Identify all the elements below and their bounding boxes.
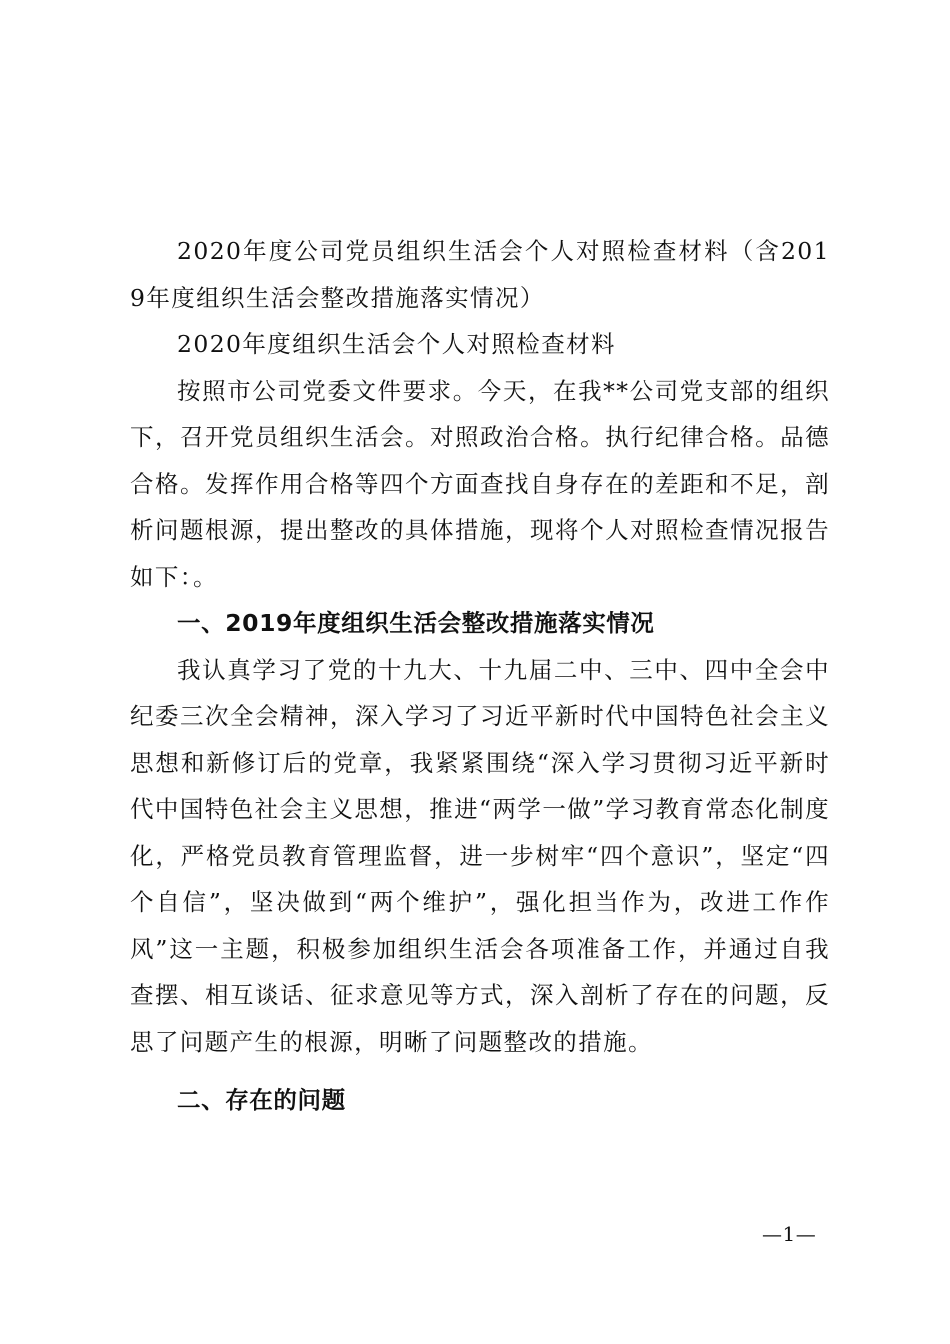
section2-heading: 二、存在的问题 xyxy=(177,1086,346,1114)
document-body xyxy=(130,228,830,1124)
section1-paragraph: 我认真学习了党的十九大、十九届二中、三中、四中全会中纪委三次全会精神，深入学习了习近平新时代中国特色社会主义思想和新修订后的党章，我紧紧围绕“深入学习贯彻习近平新时代中国特色社会主义思想，推进“两学一做”学习教育常态化制度化，严格党员教育管理监督，进一步树牢“四个意识”，坚定“四个自信”，坚决做到“两个维护”，强化担当作为，改进工作作风”这一主题，积极参加组织生活会各项准备工作，并通过自我查摆、相互谈话、征求意见等方式，深入剖析了存在的问题，反思了问题产生的根源，明晰了问题整改的措施。 xyxy=(130,655,830,1056)
document-title-line: 2020年度公司党员组织生活会个人对照检查材料（含2019年度组织生活会整改措施落实情况） xyxy=(130,237,830,312)
intro-paragraph: 按照市公司党委文件要求。今天，在我**公司党支部的组织下，召开党员组织生活会。对照政治合格。执行纪律合格。品德合格。发挥作用合格等四个方面查找自身存在的差距和不足，剖析问题根源，提出整改的具体措施，现将个人对照检查情况报告如下：。 xyxy=(130,376,830,591)
document-subtitle: 2020年度组织生活会个人对照检查材料 xyxy=(177,330,616,358)
page-number: —1— xyxy=(762,1222,817,1246)
section1-heading: 一、2019年度组织生活会整改措施落实情况 xyxy=(177,609,655,637)
